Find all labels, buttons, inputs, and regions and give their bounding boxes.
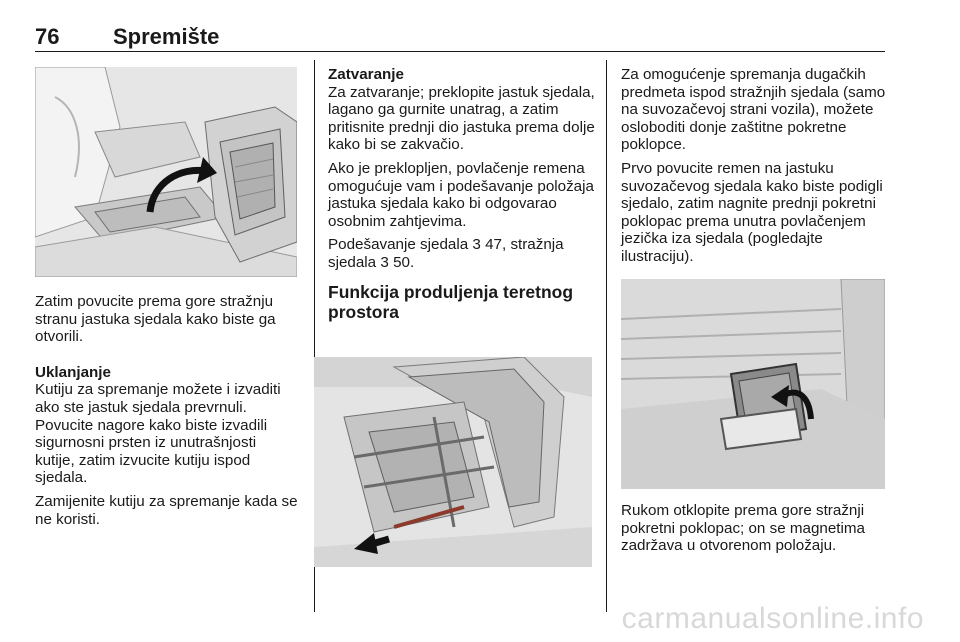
seat-box-removal-illustration bbox=[314, 357, 592, 567]
heading-removal: Uklanjanje bbox=[35, 363, 111, 381]
closing-paragraph-2: Ako je preklopljen, povlačenje remena omogućuje vam i podešavanje položaja jastuka sjedala kako bi odgovarao osobnim zahtjevima. bbox=[328, 159, 594, 230]
watermark: carmanualsonline.info bbox=[621, 602, 924, 635]
page-ref-47[interactable]: 47 bbox=[485, 236, 502, 254]
heading-cargo-extension: Funkcija produljenja teretnog prostora bbox=[328, 281, 574, 322]
column-1 bbox=[35, 293, 300, 534]
ref-period: . bbox=[409, 253, 415, 271]
page-ref-arrow-icon: 3 bbox=[472, 236, 481, 254]
column-3-caption bbox=[621, 502, 891, 561]
section-title: Spremište bbox=[113, 24, 220, 49]
seat-storage-illustration bbox=[35, 67, 297, 277]
instructions-paragraph: Prvo povucite remen na jastuku suvozačevog sjedala kako biste podigli sjedalo, zatim nagnite prednji pokretni poklopac prema unutra povlačenjem jezička iza sjedala (pogledajte ilustraciju). bbox=[621, 159, 883, 265]
ref-text-rear-seats: , stražnja sjedala bbox=[328, 236, 564, 271]
page-number: 76 bbox=[35, 24, 60, 49]
header-rule bbox=[35, 51, 885, 52]
caption-open-cushion: Zatim povucite prema gore stražnju stranu jastuka sjedala kako biste ga otvorili. bbox=[35, 293, 276, 346]
caption-magnet-cover: Rukom otklopite prema gore stražnji pokretni poklopac; on se magnetima zadržava u otvorenom položaju. bbox=[621, 502, 865, 555]
page-ref-arrow-icon: 3 bbox=[380, 253, 389, 271]
page-header bbox=[35, 24, 885, 52]
removal-paragraph-1: Kutiju za spremanje možete i izvaditi ako ste jastuk sjedala prevrnuli. Povucite nagore kako biste izvadili sigurnosni prsten iz unutrašnjosti kutije, zatim izvucite kutiju ispod sjedala. bbox=[35, 381, 281, 487]
ref-text-seat-adjust: Podešavanje sjedala bbox=[328, 236, 469, 254]
column-3 bbox=[621, 66, 891, 272]
column-2 bbox=[328, 66, 596, 322]
page-ref-50[interactable]: 50 bbox=[393, 253, 410, 271]
removal-paragraph-2: Zamijenite kutiju za spremanje kada se ne koristi. bbox=[35, 492, 298, 528]
intro-paragraph: Za omogućenje spremanja dugačkih predmeta ispod stražnjih sjedala (samo na suvozačevoj strani vozila), možete osloboditi donje zaštitne pokretne poklopce. bbox=[621, 66, 886, 154]
floor-cover-illustration bbox=[621, 279, 885, 489]
closing-paragraph-1: Za zatvaranje; preklopite jastuk sjedala, lagano ga gurnite unatrag, a zatim pritisnite prednji dio jastuka prema dolje kako bi se zakvačio. bbox=[328, 83, 595, 154]
closing-paragraph-3 bbox=[328, 236, 596, 271]
column-divider-2 bbox=[606, 60, 607, 612]
heading-closing: Zatvaranje bbox=[328, 66, 404, 83]
